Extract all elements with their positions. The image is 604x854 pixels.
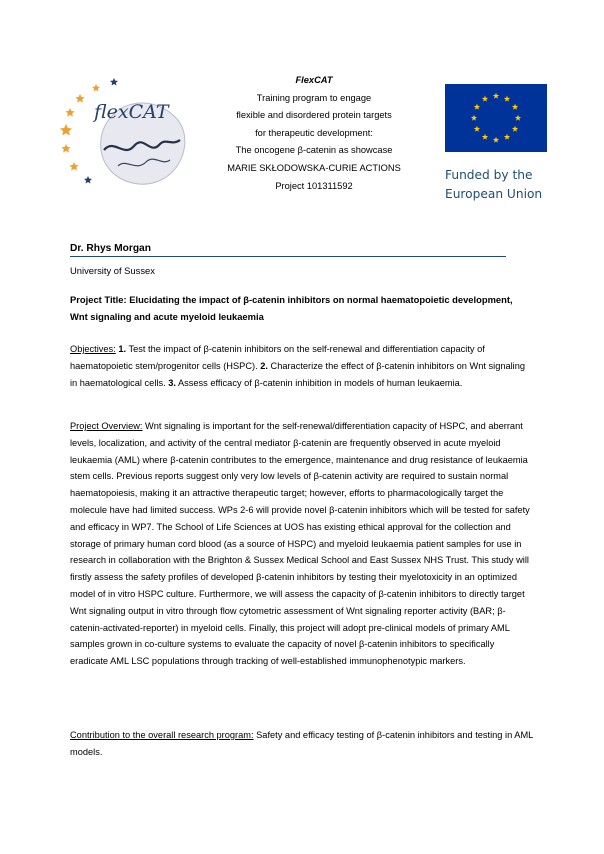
- program-header: [200, 72, 428, 195]
- overview-paragraph: [70, 418, 534, 670]
- logo-star-ring-icon: [60, 84, 100, 171]
- funded-by-eu: [445, 166, 585, 204]
- objective-3-number: 3.: [168, 377, 176, 388]
- objective-1-number: 1.: [118, 344, 127, 354]
- objective-1-text: Test the impact of β-catenin inhibitors on the self-renewal and differentiation capacity of haematopoietic stem/progenitor cells (HSPC).: [70, 344, 485, 371]
- author-affiliation: University of Sussex: [70, 265, 155, 276]
- contribution-text: Safety and efficacy testing of β-catenin inhibitors and testing in AML models.: [70, 730, 533, 757]
- objective-3-text: Assess efficacy of β-catenin inhibition in models of human leukaemia.: [175, 377, 463, 388]
- header-line-2: flexible and disordered protein targets: [236, 110, 392, 121]
- header-line-1: Training program to engage: [256, 92, 372, 103]
- header-line-3: for therapeutic development:: [255, 127, 373, 138]
- overview-text: Wnt signaling is important for the self-renewal/differentiation capacity of HSPC, and aberrant levels, localization, and activity of the central mediator β-catenin are frequently observed in acute myeloid leukaemia (AML) where β-catenin contributes to the emergence, maintenance and drug resistance of leukaemia stem cells. Previous reports suggest only very low levels of β-catenin activity are required to sustain normal haematopoiesis, making it an attractive therapeutic target; however, efforts to pharmacologically target the molecule have had limited success. WPs 2-6 will provide novel β-catenin inhibitors which will be tested for safety and efficacy in WP7. The School of Life Sciences at UOS has existing ethical approval for the collection and storage of primary human cord blood (as a source of HSPC) and myeloid leukaemia patient samples for use in research in collaboration with the Brighton & Sussex Medical School and East Sussex NHS Trust. This study will firstly assess the safety profiles of developed β-catenin inhibitors by testing their myelotoxicity in an optimized model of in vitro HSPC culture. Furthermore, we will assess the capacity of β-catenin inhibitors to directly target Wnt signaling output in vitro through flow cytometric assessment of Wnt signaling reporter activity (BAR; β-catenin-activated-reporter) in myeloid cells. Finally, this project will adopt pre-clinical models of primary AML samples grown in co-culture systems to evaluate the capacity of novel β-catenin inhibitors to specifically eradicate AML LSC populations through tracking of well-established immunophenotypic markers.: [70, 421, 530, 667]
- author-name: Dr. Rhys Morgan: [70, 243, 151, 254]
- author-divider: [70, 256, 506, 257]
- eu-flag-icon: [445, 84, 547, 152]
- funded-line-1: Funded by the: [445, 168, 533, 182]
- funded-line-2: European Union: [445, 187, 543, 201]
- header-line-5: MARIE SKŁODOWSKA-CURIE ACTIONS: [227, 162, 401, 173]
- objective-2-text: Characterize the effect of β-catenin inhibitors on Wnt signaling in haematological cells.: [70, 360, 526, 388]
- overview-label: Project Overview:: [70, 421, 143, 431]
- contribution-label: Contribution to the overall research program:: [70, 730, 254, 740]
- contribution-paragraph: [70, 727, 534, 761]
- project-title: Project Title: Elucidating the impact of β-catenin inhibitors on normal haematopoietic development, Wnt signaling and acute myeloid leukaemia: [70, 294, 513, 322]
- program-title: FlexCAT: [295, 75, 333, 85]
- objective-2-number: 2.: [260, 360, 268, 371]
- flexcat-logo: [52, 66, 202, 198]
- objectives-paragraph: [70, 341, 534, 391]
- logo-wordmark: flexCAT: [94, 101, 169, 123]
- objectives-label: Objectives:: [70, 344, 116, 354]
- header-line-4: The oncogene β-catenin as showcase: [235, 145, 393, 156]
- header-line-6: Project 101311592: [275, 180, 353, 191]
